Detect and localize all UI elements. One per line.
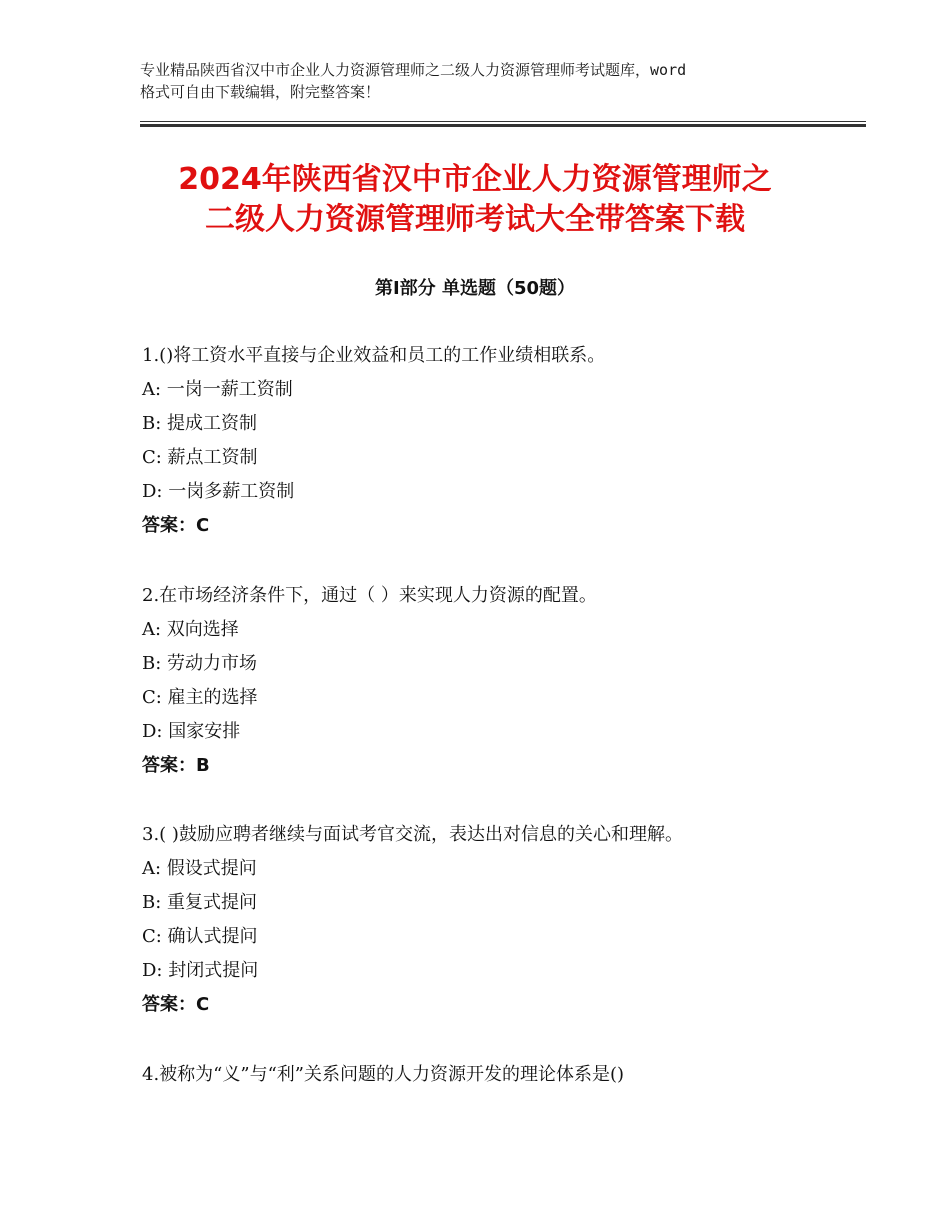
question-stem: 1.()将工资水平直接与企业效益和员工的工作业绩相联系。: [142, 345, 606, 366]
option-a: A: 一岗一薪工资制: [142, 379, 293, 400]
question-3: [142, 818, 842, 1022]
option-c: C: 确认式提问: [142, 926, 258, 947]
title-line-2: 二级人力资源管理师考试大全带答案下载: [205, 202, 745, 237]
page-header: [140, 59, 830, 103]
question-4: [142, 1058, 842, 1092]
option-a: A: 双向选择: [142, 619, 239, 640]
header-divider-thick: [140, 124, 866, 127]
option-c: C: 薪点工资制: [142, 447, 258, 468]
title-line-1: 2024年陕西省汉中市企业人力资源管理师之: [178, 162, 772, 197]
header-line-2: 格式可自由下载编辑，附完整答案！: [140, 83, 381, 101]
document-title: [100, 160, 850, 240]
answer: 答案：B: [142, 755, 210, 776]
option-d: D: 国家安排: [142, 721, 241, 742]
header-line-1: 专业精品陕西省汉中市企业人力资源管理师之二级人力资源管理师考试题库，word: [140, 61, 687, 79]
question-stem: 4.被称为“义”与“利”关系问题的人力资源开发的理论体系是(): [142, 1064, 625, 1085]
answer: 答案：C: [142, 515, 210, 536]
question-2: [142, 579, 842, 783]
question-1: [142, 339, 842, 543]
option-b: B: 劳动力市场: [142, 653, 258, 674]
option-d: D: 封闭式提问: [142, 960, 259, 981]
option-d: D: 一岗多薪工资制: [142, 481, 295, 502]
section-heading: 第Ⅰ部分 单选题（50题）: [374, 278, 575, 299]
option-a: A: 假设式提问: [142, 858, 257, 879]
answer: 答案：C: [142, 994, 210, 1015]
question-stem: 3.( )鼓励应聘者继续与面试考官交流，表达出对信息的关心和理解。: [142, 824, 683, 845]
question-stem: 2.在市场经济条件下，通过（ ）来实现人力资源的配置。: [142, 585, 597, 606]
header-divider-thin: [140, 121, 866, 122]
option-b: B: 重复式提问: [142, 892, 258, 913]
option-b: B: 提成工资制: [142, 413, 258, 434]
option-c: C: 雇主的选择: [142, 687, 258, 708]
